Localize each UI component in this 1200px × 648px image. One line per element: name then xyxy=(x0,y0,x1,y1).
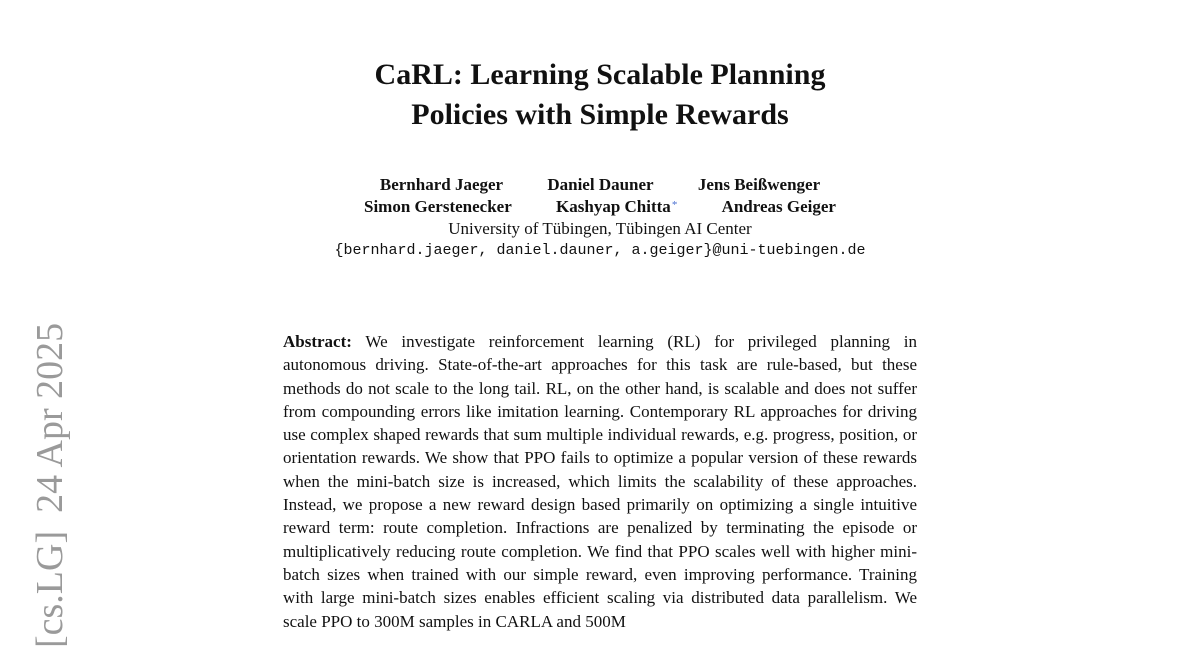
abstract-label: Abstract: xyxy=(283,332,352,351)
author-name-text: Andreas Geiger xyxy=(721,197,836,216)
author-name xyxy=(364,196,512,218)
paper-title xyxy=(250,55,950,135)
abstract-text: We investigate reinforcement learning (RL) for privileged planning in autonomous driving. State-of-the-art approaches for this task are rule-based, but these methods do not scale to the long tail. RL, on the other hand, is scalable and does not suffer from compounding errors like imitation learning. Contemporary RL approaches for driving use complex shaped rewards that sum multiple individual rewards, e.g. progress, position, or orientation rewards. We show that PPO fails to optimize a popular version of these rewards when the mini-batch size is increased, which limits the scalability of these approaches. Instead, we propose a new reward design based primarily on optimizing a single intuitive reward term: route completion. Infractions are penalized by terminating the episode or multiplicatively reducing route completion. We find that PPO scales well with higher mini-batch sizes when trained with our simple reward, even improving performance. Training with large mini-batch sizes enables efficient scaling via distributed data parallelism. We scale PPO to 300M samples in CARLA and 500M xyxy=(283,332,917,631)
arxiv-category: [cs.LG] xyxy=(29,530,71,648)
author-name: Daniel Dauner xyxy=(547,175,654,194)
equal-contribution-mark[interactable]: * xyxy=(671,199,678,211)
author-name: Jens Beißwenger xyxy=(697,175,821,194)
author-block xyxy=(250,174,950,262)
author-name: Bernhard Jaeger xyxy=(379,175,504,194)
author-affiliation: University of Tübingen, Tübingen AI Center xyxy=(448,219,752,238)
arxiv-identifier-stamp xyxy=(30,323,70,648)
paper-title-line-2: Policies with Simple Rewards xyxy=(411,98,789,131)
author-name xyxy=(722,196,836,218)
author-row-1 xyxy=(250,174,950,196)
author-name xyxy=(556,196,677,218)
author-name-text: Simon Gerstenecker xyxy=(364,197,512,216)
paper-title-line-1: CaRL: Learning Scalable Planning xyxy=(374,58,826,91)
author-emails: {bernhard.jaeger, daniel.dauner, a.geiger}@uni-tuebingen.de xyxy=(334,242,866,259)
author-name-text: Kashyap Chitta xyxy=(556,197,671,216)
arxiv-date: 24 Apr 2025 xyxy=(29,322,71,513)
author-row-2 xyxy=(250,196,950,218)
abstract-paragraph xyxy=(283,330,917,633)
